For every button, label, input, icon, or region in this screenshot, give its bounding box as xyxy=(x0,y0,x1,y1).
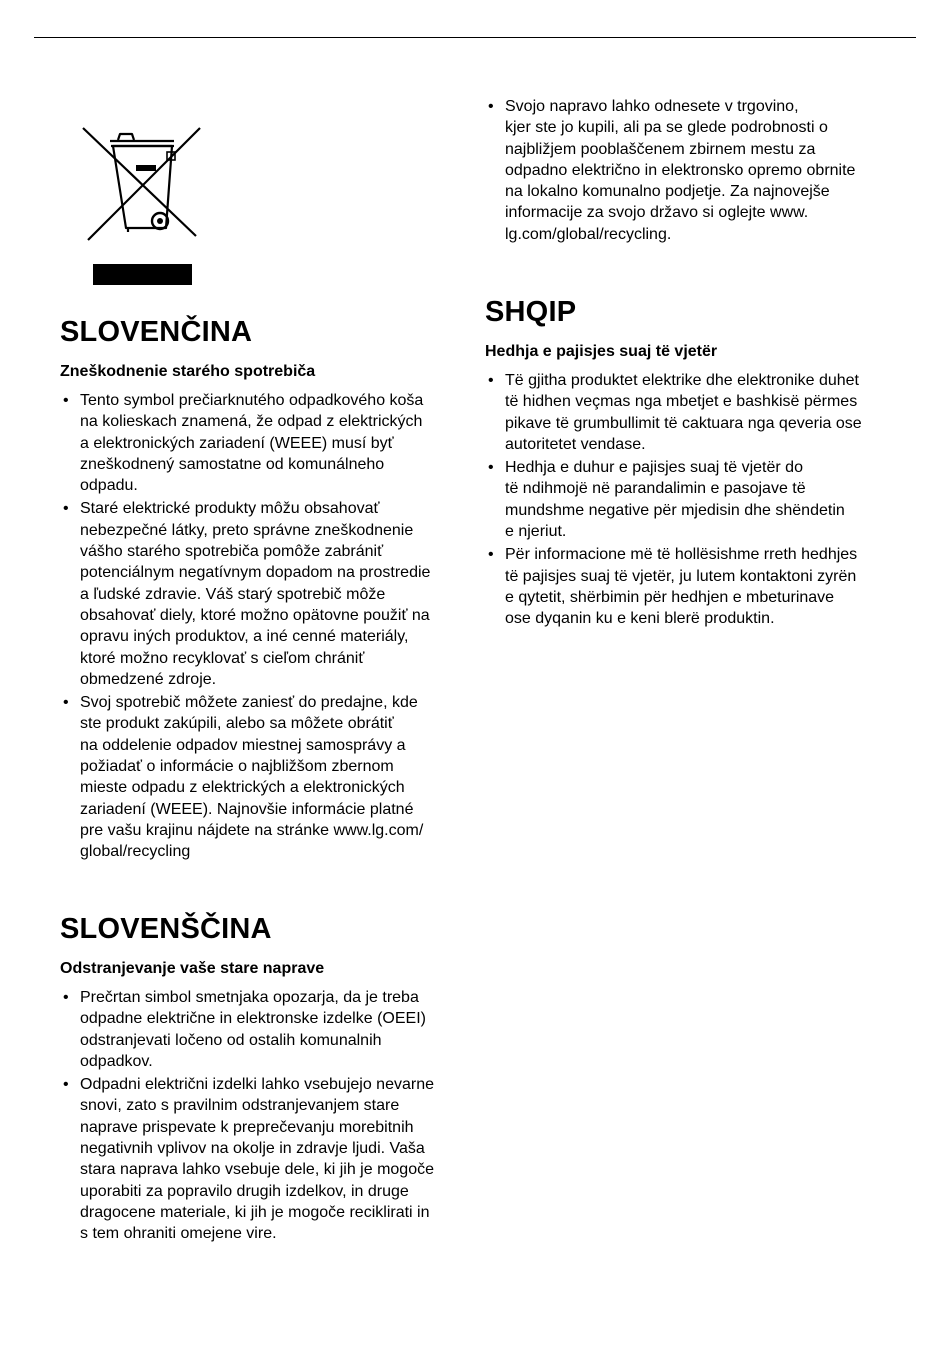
section-subtitle: Hedhja e pajisjes suaj të vjetër xyxy=(485,343,718,360)
bullet-list xyxy=(485,96,905,245)
list-item: • Svoj spotrebič môžete zaniesť do predajne, kde ste produkt zakúpili, alebo sa môžete obrátiť na oddelenie odpadov miestnej samosprávy a požiadať o informácie o najbližšom zbernom mieste odpadu z elektrických a elektronických zariadení (WEEE). Najnovšie informácie platné pre vašu krajinu nájdete na stránke www.lg.com/ global/recycling xyxy=(60,692,470,862)
section-slovencina xyxy=(60,316,470,865)
list-item: • Për informacione më të hollësishme rreth hedhjes të pajisjes suaj të vjetër, ju lutem kontaktoni zyrën e qytetit, shërbimin për hedhjen e mbeturinave ose dyqanin ku e keni blerë produktin. xyxy=(485,544,905,629)
list-item: • Prečrtan simbol smetnjaka opozarja, da je treba odpadne električne in elektronske izdelke (OEEI) odstranjevati ločeno od ostalih komunalnih odpadkov. xyxy=(60,987,470,1072)
crossed-out-wheelie-bin-icon xyxy=(80,124,204,244)
black-bar xyxy=(93,264,192,285)
top-rule xyxy=(34,37,916,38)
section-shqip xyxy=(485,296,905,632)
bullet-list xyxy=(60,987,470,1245)
section-title: SHQIP xyxy=(485,296,577,328)
section-title: SLOVENČINA xyxy=(60,316,253,348)
list-item: • Odpadni električni izdelki lahko vsebujejo nevarne snovi, zato s pravilnim odstranjevanjem stare naprave prispevate k preprečevanju morebitnih negativnih vplivov na okolje in zdravje ljudi. Vaša stara naprava lahko vsebuje dele, ki jih je mogoče uporabiti za popravilo drugih izdelkov, in druge dragocene materiale, ki jih je mogoče reciklirati in s tem ohraniti omejene vire. xyxy=(60,1074,470,1244)
bullet-list xyxy=(485,370,905,630)
section-slovenscina-continued xyxy=(485,96,905,247)
section-slovenscina xyxy=(60,913,470,1247)
bullet-list xyxy=(60,390,470,863)
section-subtitle: Zneškodnenie starého spotrebiča xyxy=(60,363,316,380)
list-item: • Tento symbol prečiarknutého odpadkového koša na kolieskach znamená, že odpad z elektrických a elektronických zariadení (WEEE) musí byť zneškodnený samostatne od komunálneho odpadu. xyxy=(60,390,470,496)
list-item: • Staré elektrické produkty môžu obsahovať nebezpečné látky, preto správne zneškodnenie vášho starého spotrebiča pomôže zabrániť potenciálnym negatívnym dopadom na prostredie a ľudské zdravie. Váš starý spotrebič môže obsahovať diely, ktoré možno opätovne použiť na opravu iných produktov, a iné cenné materiály, ktoré možno recyklovať s cieľom chrániť obmedzené zdroje. xyxy=(60,498,470,690)
section-subtitle: Odstranjevanje vaše stare naprave xyxy=(60,960,325,977)
section-title: SLOVENŠČINA xyxy=(60,913,272,945)
list-item: • Të gjitha produktet elektrike dhe elektronike duhet të hidhen veçmas nga mbetjet e bashkisë përmes pikave të grumbullimit të caktuara nga qeveria ose autoritetet vendase. xyxy=(485,370,905,455)
list-item: • Svojo napravo lahko odnesete v trgovino, kjer ste jo kupili, ali pa se glede podrobnosti o najbližjem pooblaščenem zbirnem mestu za odpadno električno in elektronsko opremo obrnite na lokalno komunalno podjetje. Za najnovejše informacije za svojo državo si oglejte www. lg.com/global/recycling. xyxy=(485,96,905,245)
list-item: • Hedhja e duhur e pajisjes suaj të vjetër do të ndihmojë në parandalimin e pasojave të mundshme negative për mjedisin dhe shëndetin e njeriut. xyxy=(485,457,905,542)
